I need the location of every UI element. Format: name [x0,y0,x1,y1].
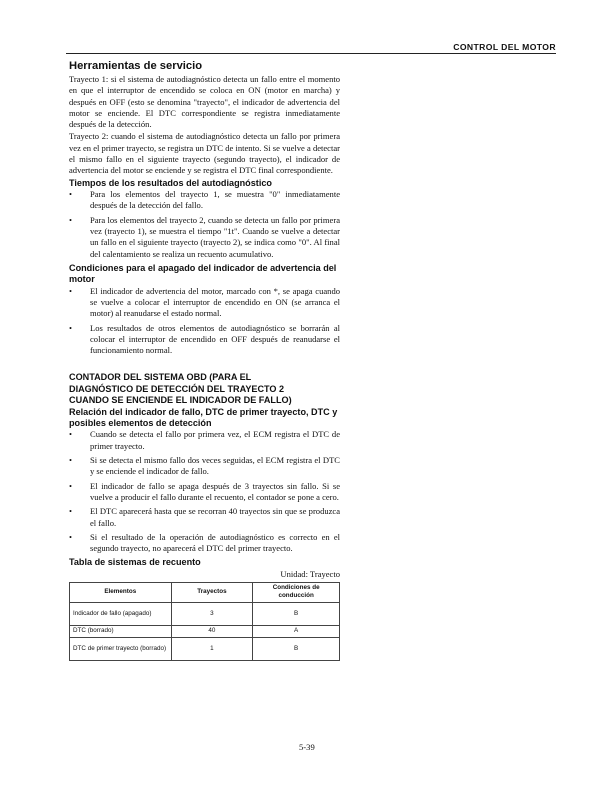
bullet-icon: • [69,506,72,517]
list-item [69,286,340,320]
list-item-text: El indicador de fallo se apaga después de 3 trayectos sin fallo. Si se vuelve a producir el fallo durante el recuento, el contador se pone a cero. [90,480,340,502]
list-item [69,455,340,478]
table-cell: Indicador de fallo (apagado) [70,602,172,625]
subtitle-tiempos: Tiempos de los resultados del autodiagnóstico [69,177,272,188]
bullet-icon: • [69,322,72,333]
table-cell: 1 [171,637,253,660]
title-line: DIAGNÓSTICO DE DETECCIÓN DEL TRAYECTO 2 [69,383,285,394]
table-row [70,625,340,637]
table-cell: B [253,637,340,660]
table-cell: DTC (borrado) [70,625,172,637]
running-header: CONTROL DEL MOTOR [453,42,556,52]
column-header-trayectos: Trayectos [171,582,253,602]
list-item [69,215,340,260]
bullet-icon: • [69,189,72,200]
list-item [69,323,340,357]
list-item-text: Para los elementos del trayecto 2, cuando se detecta un fallo por primera vez (trayecto 1), se muestra el tiempo "1t". Cuando se vuelve a detectar un fallo en el siguiente trayecto (trayecto 2), se indica como "0". Al final del calentamiento se realiza un recuento acumulativo. [90,214,340,259]
counting-systems-table [69,582,340,661]
table-cell: DTC de primer trayecto (borrado) [70,637,172,660]
subtitle-relacion: Relación del indicador de fallo, DTC de primer trayecto, DTC y posibles elementos de detección [69,406,338,429]
list-item-text: Para los elementos del trayecto 1, se muestra "0" inmediatamente después de la detección del fallo. [90,189,340,211]
list-condiciones-apagado [69,286,340,357]
table-cell: A [253,625,340,637]
page-number: 5-39 [299,742,315,752]
table-row [70,637,340,660]
table-header-row [70,582,340,602]
list-item [69,532,340,555]
list-item-text: Cuando se detecta el fallo por primera vez, el ECM registra el DTC de primer trayecto. [90,429,340,451]
header-rule [66,53,556,54]
section-title-herramientas: Herramientas de servicio [69,60,203,72]
bullet-icon: • [69,455,72,466]
paragraph-trayecto-2: Trayecto 2: cuando el sistema de autodiagnóstico detecta un fallo por primera vez en el primer trayecto, se registra un DTC de intento. Si se vuelve a detectar el mismo fallo en el siguiente trayecto (segundo trayecto), el indicador de advertencia del motor se enciende y se registra el DTC final correspondiente. [69,131,340,176]
table-cell: 3 [171,602,253,625]
bullet-icon: • [69,480,72,491]
table-unit: Unidad: Trayecto [280,568,340,579]
section-title-contador-obd [69,372,340,406]
title-line: CONTADOR DEL SISTEMA OBD (PARA EL [69,372,252,383]
list-item-text: El DTC aparecerá hasta que se recorran 40 trayectos sin que se produzca el fallo. [90,506,340,528]
bullet-icon: • [69,214,72,225]
text-column [69,59,340,661]
list-item [69,481,340,504]
subtitle-condiciones-apagado: Condiciones para el apagado del indicador de advertencia del motor [69,262,337,285]
list-tiempos [69,189,340,260]
bullet-icon: • [69,285,72,296]
list-item-text: Si se detecta el mismo fallo dos veces seguidas, el ECM registra el DTC y se enciende el indicador de fallo. [90,455,340,477]
title-line: CUANDO SE ENCIENDE EL INDICADOR DE FALLO) [69,395,292,406]
list-item [69,429,340,452]
column-header-condiciones: Condiciones de conducción [253,582,340,602]
list-item [69,506,340,529]
list-item-text: Si el resultado de la operación de autodiagnóstico es correcto en el segundo trayecto, no aparecerá el DTC del primer trayecto. [90,531,340,554]
column-header-elementos: Elementos [70,582,172,602]
bullet-icon: • [69,429,72,440]
list-relacion [69,429,340,554]
table-row [70,602,340,625]
list-item-text: El indicador de advertencia del motor, marcado con *, se apaga cuando se vuelve a colocar el interruptor de encendido en ON (se arranca el motor) al reanudarse el estado normal. [90,285,340,319]
table-cell: 40 [171,625,253,637]
bullet-icon: • [69,531,72,542]
section-spacer [69,359,340,372]
list-item-text: Los resultados de otros elementos de autodiagnóstico se borrarán al colocar el interruptor de encendido en OFF después de reanudarse el funcionamiento normal. [90,322,340,356]
paragraph-trayecto-1: Trayecto 1: si el sistema de autodiagnóstico detecta un fallo entre el momento en que el interruptor de encendido se coloca en ON (motor en marcha) y después en OFF (esto se denomina "trayecto", el indicador de advertencia del motor se enciende. El DTC correspondiente se registra inmediatamente después de la detección. [69,74,340,130]
table-cell: B [253,602,340,625]
subtitle-tabla-recuento: Tabla de sistemas de recuento [69,557,201,568]
list-item [69,189,340,212]
